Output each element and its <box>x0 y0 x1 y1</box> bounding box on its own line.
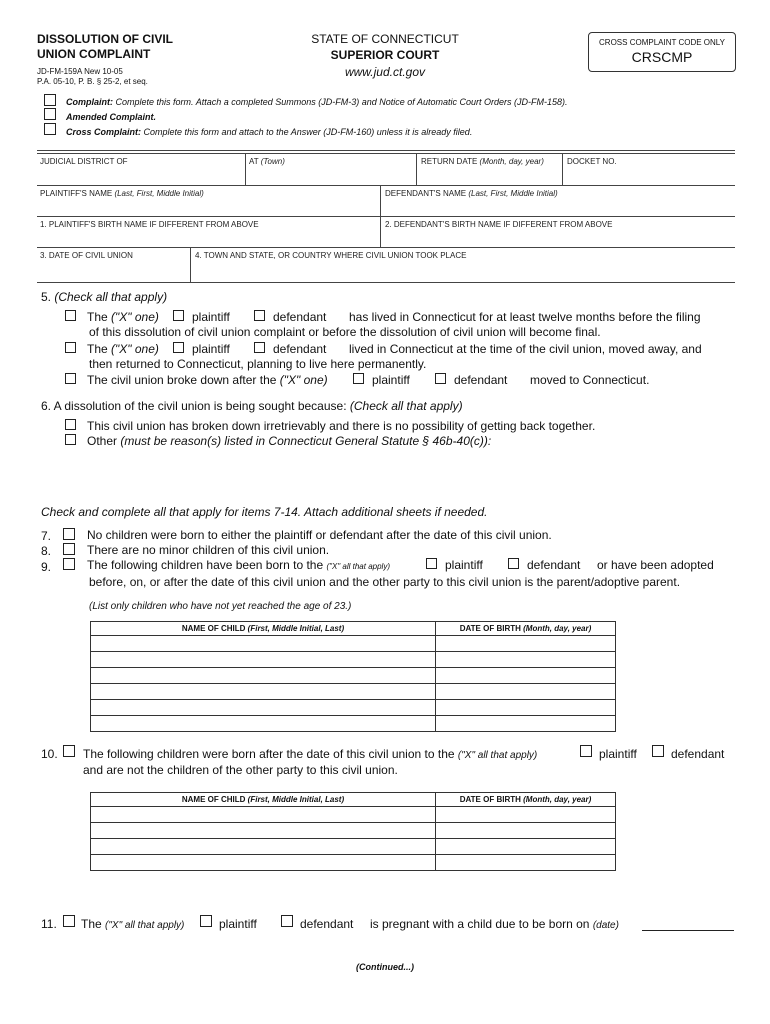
item5-option1-defendant-label: defendant <box>273 310 327 324</box>
item5-option2-defendant-label: defendant <box>273 342 327 356</box>
town-hint: (Town) <box>260 157 285 166</box>
statute-reference: P.A. 05-10, P. B. § 25-2, et seq. <box>37 77 148 86</box>
child-dob-header <box>436 793 616 807</box>
children-table-item10 <box>90 792 616 871</box>
item5-option2-x-one: ("X" one) <box>111 342 159 356</box>
item8-number: 8. <box>41 544 52 558</box>
item9-plaintiff-checkbox[interactable] <box>426 558 437 569</box>
child-dob-cell[interactable] <box>436 652 616 668</box>
table-row <box>91 652 616 668</box>
item5-option1-text <box>87 310 159 324</box>
table-row <box>91 807 616 823</box>
item5-instruction: (Check all that apply) <box>54 290 168 304</box>
items-7-14-instructions: Check and complete all that apply for items 7-14. Attach additional sheets if needed. <box>41 505 488 519</box>
grid-vline-5 <box>190 247 191 282</box>
item9-tail: or have been adopted <box>597 558 714 572</box>
child-name-header <box>91 622 436 636</box>
item11-due-date-line[interactable] <box>642 930 734 931</box>
state-name: STATE OF CONNECTICUT <box>311 32 459 46</box>
item5-option3-text <box>87 373 328 387</box>
child-name-header <box>91 793 436 807</box>
child-name-cell[interactable] <box>91 700 436 716</box>
item5-option1-plaintiff-label: plaintiff <box>192 310 230 324</box>
grid-vline-3 <box>562 153 563 185</box>
item6-heading <box>41 399 463 413</box>
item5-number: 5. <box>41 290 55 304</box>
item11-plaintiff-label: plaintiff <box>219 917 257 931</box>
amended-complaint-label: Amended Complaint. <box>66 112 157 122</box>
item9-text-head: The following children have been born to the <box>87 558 327 572</box>
item5-option1-tail: has lived in Connecticut for at least twelve months before the filing <box>349 310 701 324</box>
town-field[interactable] <box>249 157 285 166</box>
complaint-checkbox[interactable] <box>44 94 56 106</box>
item10-text <box>83 747 537 761</box>
item6-other-instruction: (must be reason(s) listed in Connecticut General Statute § 46b-40(c)): <box>120 434 492 448</box>
item5-option1-the: The <box>87 310 112 324</box>
child-dob-header-label: DATE OF BIRTH <box>459 795 521 804</box>
item9-age-note: (List only children who have not yet reached the age of 23.) <box>89 601 352 612</box>
item11-number: 11. <box>41 917 57 931</box>
child-dob-header-hint: (Month, day, year) <box>523 624 592 633</box>
item9-line2: before, on, or after the date of this civil union and the other party to this civil union is the parent/adoptive parent. <box>89 575 681 589</box>
item5-option3-x-one: ("X" one) <box>279 373 328 387</box>
grid-rule-3 <box>37 216 735 217</box>
item5-option3-checkbox[interactable] <box>65 373 76 384</box>
table-row <box>91 684 616 700</box>
child-name-cell[interactable] <box>91 839 436 855</box>
child-name-header-hint: (First, Middle Initial, Last) <box>247 624 345 633</box>
grid-vline-2 <box>416 153 417 185</box>
item5-option1-x-one: ("X" one) <box>111 310 159 324</box>
item5-option1-checkbox[interactable] <box>65 310 76 321</box>
child-name-header-hint: (First, Middle Initial, Last) <box>247 795 345 804</box>
item11-plaintiff-checkbox[interactable] <box>200 915 212 927</box>
child-name-cell[interactable] <box>91 668 436 684</box>
item6-irretrievable-checkbox[interactable] <box>65 419 76 430</box>
item6-instruction: (Check all that apply) <box>349 399 463 413</box>
date-of-civil-union-field[interactable]: 3. DATE OF CIVIL UNION <box>40 251 133 260</box>
child-name-cell[interactable] <box>91 652 436 668</box>
item11-defendant-checkbox[interactable] <box>281 915 293 927</box>
table-row <box>91 636 616 652</box>
child-dob-cell[interactable] <box>436 668 616 684</box>
children-table-item9 <box>90 621 616 732</box>
item6-other-label: Other <box>87 434 121 448</box>
defendant-name-label: DEFENDANT'S NAME <box>385 189 467 198</box>
town-label: AT <box>249 157 259 166</box>
child-name-header-label: NAME OF CHILD <box>181 795 246 804</box>
item5-option3-defendant-label: defendant <box>454 373 508 387</box>
item10-plaintiff-label: plaintiff <box>599 747 637 761</box>
child-name-cell[interactable] <box>91 807 436 823</box>
court-website: www.jud.ct.gov <box>344 65 426 79</box>
continued-note: (Continued...) <box>356 962 414 972</box>
item5-option3-plaintiff-label: plaintiff <box>372 373 410 387</box>
amended-complaint-checkbox[interactable] <box>44 108 56 120</box>
child-dob-header <box>436 622 616 636</box>
child-name-cell[interactable] <box>91 716 436 732</box>
child-dob-cell[interactable] <box>436 823 616 839</box>
item11-checkbox[interactable] <box>63 915 75 927</box>
child-dob-cell[interactable] <box>436 839 616 855</box>
item11-x-all: ("X" all that apply) <box>105 920 185 931</box>
item5-option2-the: The <box>87 342 112 356</box>
item8-checkbox[interactable] <box>63 543 75 555</box>
item9-number: 9. <box>41 560 52 574</box>
table-row <box>91 855 616 871</box>
docket-number-field[interactable]: DOCKET NO. <box>567 157 617 166</box>
plaintiff-name-hint: (Last, First, Middle Initial) <box>114 189 204 198</box>
item7-checkbox[interactable] <box>63 528 75 540</box>
form-title-line2: UNION COMPLAINT <box>37 47 151 61</box>
form-title-line1: DISSOLUTION OF CIVIL <box>37 32 174 46</box>
item10-plaintiff-checkbox[interactable] <box>580 745 592 757</box>
item5-option3-plaintiff-checkbox[interactable] <box>353 373 364 384</box>
grid-rule-4 <box>37 247 735 248</box>
plaintiff-birth-name-field[interactable]: 1. PLAINTIFF'S BIRTH NAME IF DIFFERENT FROM ABOVE <box>40 220 259 229</box>
cross-complaint-option-text <box>66 127 472 137</box>
place-of-civil-union-field[interactable]: 4. TOWN AND STATE, OR COUNTRY WHERE CIVIL UNION TOOK PLACE <box>195 251 467 260</box>
grid-rule-2 <box>37 185 735 186</box>
item8-text: There are no minor children of this civil union. <box>87 543 330 557</box>
grid-rule-top-2 <box>37 153 735 154</box>
item5-option2-plaintiff-checkbox[interactable] <box>173 342 184 353</box>
item7-number: 7. <box>41 529 52 543</box>
table-row <box>91 668 616 684</box>
item10-x-all: ("X" all that apply) <box>457 750 538 761</box>
item5-option2-defendant-checkbox[interactable] <box>254 342 265 353</box>
cross-complaint-instructions: Complete this form and attach to the Answer (JD-FM-160) unless it is already filed. <box>141 127 473 137</box>
item5-option3-head: The civil union broke down after the <box>87 373 280 387</box>
plaintiff-name-field[interactable] <box>40 189 204 198</box>
item5-option3-tail: moved to Connecticut. <box>530 373 650 387</box>
child-dob-cell[interactable] <box>436 700 616 716</box>
plaintiff-name-label: PLAINTIFF'S NAME <box>40 189 113 198</box>
item5-option1-line2: of this dissolution of civil union complaint or before the dissolution of civil union will become final. <box>89 325 601 339</box>
item9-x-all: ("X" all that apply) <box>326 562 390 571</box>
item11-the: The <box>81 917 106 931</box>
table-row <box>91 700 616 716</box>
item10-line2: and are not the children of the other party to this civil union. <box>83 763 398 777</box>
item9-text <box>87 558 390 572</box>
child-dob-cell[interactable] <box>436 716 616 732</box>
defendant-name-hint: (Last, First, Middle Initial) <box>468 189 558 198</box>
grid-vline-1 <box>245 153 246 185</box>
child-name-cell[interactable] <box>91 636 436 652</box>
child-name-header-label: NAME OF CHILD <box>181 624 246 633</box>
grid-rule-top <box>37 150 735 151</box>
item6-other-checkbox[interactable] <box>65 434 76 445</box>
cross-complaint-checkbox[interactable] <box>44 123 56 135</box>
child-dob-cell[interactable] <box>436 855 616 871</box>
item9-defendant-label: defendant <box>527 558 581 572</box>
defendant-name-field[interactable] <box>385 189 558 198</box>
item5-heading <box>41 290 167 304</box>
child-dob-cell[interactable] <box>436 636 616 652</box>
item5-option1-plaintiff-checkbox[interactable] <box>173 310 184 321</box>
item6-other-text <box>87 434 491 448</box>
child-dob-header-label: DATE OF BIRTH <box>459 624 521 633</box>
item5-option2-text <box>87 342 159 356</box>
form-id: JD-FM-159A New 10-05 <box>37 67 123 76</box>
child-dob-cell[interactable] <box>436 807 616 823</box>
item11-date-hint: (date) <box>592 920 619 931</box>
return-date-label: RETURN DATE <box>421 157 478 166</box>
item5-option2-tail: lived in Connecticut at the time of the civil union, moved away, and <box>349 342 702 356</box>
return-date-field[interactable] <box>421 157 544 166</box>
complaint-instructions: Complete this form. Attach a completed Summons (JD-FM-3) and Notice of Automatic Court Orders (JD-FM-158). <box>113 97 568 107</box>
child-name-cell[interactable] <box>91 855 436 871</box>
item10-defendant-checkbox[interactable] <box>652 745 664 757</box>
table-row <box>91 839 616 855</box>
defendant-birth-name-field[interactable]: 2. DEFENDANT'S BIRTH NAME IF DIFFERENT FROM ABOVE <box>385 220 613 229</box>
item9-plaintiff-label: plaintiff <box>445 558 483 572</box>
item10-defendant-label: defendant <box>671 747 725 761</box>
child-dob-header-hint: (Month, day, year) <box>523 795 592 804</box>
court-name: SUPERIOR COURT <box>330 48 440 62</box>
table-row <box>91 823 616 839</box>
item10-checkbox[interactable] <box>63 745 75 757</box>
child-name-cell[interactable] <box>91 823 436 839</box>
item10-number: 10. <box>41 747 58 761</box>
item5-option3-defendant-checkbox[interactable] <box>435 373 446 384</box>
grid-rule-bottom <box>37 282 735 283</box>
code-label: CROSS COMPLAINT CODE ONLY <box>599 38 725 47</box>
complaint-label: Complaint: <box>66 97 113 107</box>
item9-checkbox[interactable] <box>63 558 75 570</box>
item10-text-head: The following children were born after the date of this civil union to the <box>83 747 458 761</box>
item11-the-text <box>81 917 184 931</box>
item5-option1-defendant-checkbox[interactable] <box>254 310 265 321</box>
code-value: CRSCMP <box>631 49 693 65</box>
item9-defendant-checkbox[interactable] <box>508 558 519 569</box>
cross-complaint-label: Cross Complaint: <box>66 127 142 137</box>
complaint-option-text <box>66 97 567 107</box>
child-name-cell[interactable] <box>91 684 436 700</box>
item5-option2-checkbox[interactable] <box>65 342 76 353</box>
item5-option2-plaintiff-label: plaintiff <box>192 342 230 356</box>
item11-text-body: is pregnant with a child due to be born on <box>370 917 593 931</box>
return-date-hint: (Month, day, year) <box>479 157 544 166</box>
table-row <box>91 716 616 732</box>
item11-defendant-label: defendant <box>300 917 354 931</box>
item7-text: No children were born to either the plaintiff or defendant after the date of this civil union. <box>87 528 552 542</box>
item5-option2-line2: then returned to Connecticut, planning to live here permanently. <box>89 357 427 371</box>
child-dob-cell[interactable] <box>436 684 616 700</box>
cross-complaint-code-box <box>588 32 736 72</box>
item11-text <box>370 917 619 931</box>
judicial-district-field[interactable]: JUDICIAL DISTRICT OF <box>40 157 128 166</box>
grid-vline-4 <box>380 185 381 247</box>
item6-heading-text: 6. A dissolution of the civil union is being sought because: <box>41 399 350 413</box>
item6-irretrievable-text: This civil union has broken down irretrievably and there is no possibility of getting back together. <box>87 419 596 433</box>
